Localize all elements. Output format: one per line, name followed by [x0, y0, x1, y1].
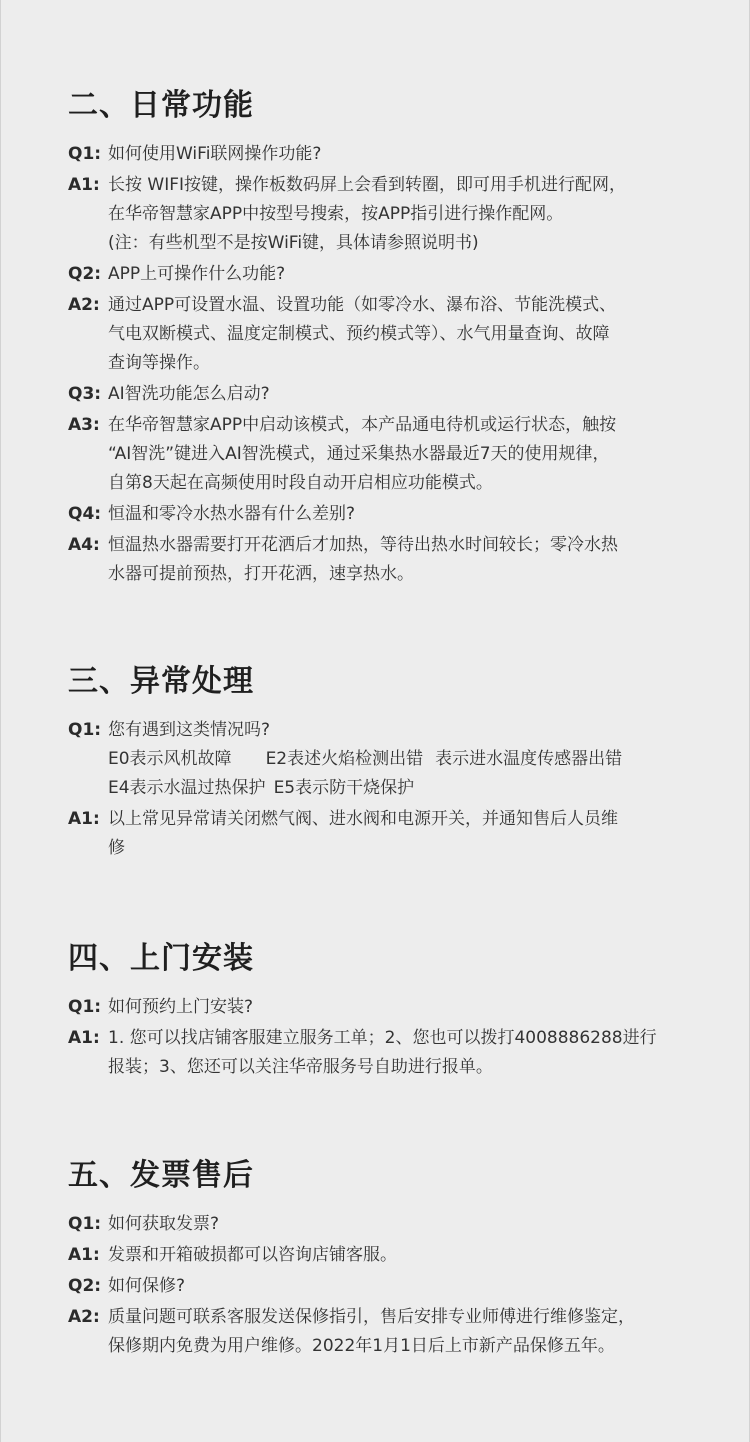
answer-line: 自第8天起在高频使用时段自动开启相应功能模式。	[108, 473, 493, 493]
answer-tag: A1:	[68, 175, 100, 195]
answer-line: 通过APP可设置水温、设置功能（如零冷水、瀑布浴、节能洗模式、	[108, 295, 617, 315]
answer-tag: A2:	[68, 295, 100, 315]
section-title: 四、上门安装	[68, 941, 254, 976]
answer-line: 报装；3、您还可以关注华帝服务号自助进行报单。	[108, 1057, 493, 1077]
question-tag: Q1:	[68, 997, 102, 1017]
section-troubleshooting	[68, 664, 708, 865]
question-text: APP上可操作什么功能?	[108, 264, 286, 284]
qa-q2	[68, 260, 708, 289]
section-daily-functions	[68, 88, 708, 591]
answer-line: 查询等操作。	[108, 353, 210, 373]
qa-a2	[68, 1303, 708, 1361]
section-installation	[68, 941, 708, 1084]
qa-a1	[68, 1241, 708, 1270]
error-code-e0: E0表示风机故障	[108, 749, 232, 769]
qa-q1	[68, 140, 708, 169]
error-codes-row-1	[108, 745, 708, 774]
answer-line: 在华帝智慧家APP中启动该模式，本产品通电待机或运行状态，触按	[108, 415, 617, 435]
question-tag: Q3:	[68, 384, 102, 404]
error-code-e4: E4表示水温过热保护	[108, 778, 266, 798]
qa-q1	[68, 716, 708, 803]
answer-line: 气电双断模式、温度定制模式、预约模式等）、水气用量查询、故障	[108, 324, 610, 344]
answer-line: 以上常见异常请关闭燃气阀、进水阀和电源开关，并通知售后人员维	[108, 809, 618, 829]
qa-a1	[68, 805, 708, 863]
answer-line: 长按 WIFI按键，操作板数码屏上会看到转圈，即可用手机进行配网，	[108, 175, 627, 195]
answer-tag: A1:	[68, 809, 100, 829]
answer-line: 1. 您可以找店铺客服建立服务工单；2、您也可以拨打4008886288进行	[108, 1028, 657, 1048]
error-codes-row-2	[108, 774, 708, 803]
question-text: 如何获取发票?	[108, 1214, 220, 1234]
answer-line: (注：有些机型不是按WiFi键，具体请参照说明书)	[108, 233, 479, 253]
question-tag: Q2:	[68, 264, 102, 284]
qa-a4	[68, 531, 708, 589]
question-text: AI智洗功能怎么启动?	[108, 384, 270, 404]
question-tag: Q1:	[68, 1214, 102, 1234]
question-text: 如何使用WiFi联网操作功能?	[108, 144, 322, 164]
qa-a1	[68, 1024, 708, 1082]
question-text: 如何预约上门安装?	[108, 997, 254, 1017]
qa-q3	[68, 380, 708, 409]
answer-tag: A2:	[68, 1307, 100, 1327]
section-invoice-after-sales	[68, 1158, 708, 1363]
question-text: 您有遇到这类情况吗?	[108, 720, 271, 740]
section-title: 三、异常处理	[68, 664, 254, 699]
answer-line: 水器可提前预热，打开花洒，速享热水。	[108, 564, 414, 584]
answer-tag: A1:	[68, 1245, 100, 1265]
question-tag: Q4:	[68, 504, 102, 524]
error-code-e5: E5表示防干烧保护	[273, 778, 415, 798]
error-code-e2: E2表述火焰检测出错	[265, 749, 424, 769]
qa-q1	[68, 993, 708, 1022]
qa-q2	[68, 1272, 708, 1301]
left-border	[0, 0, 1, 1442]
qa-q4	[68, 500, 708, 529]
question-text: 如何保修?	[108, 1276, 186, 1296]
qa-q1	[68, 1210, 708, 1239]
question-text: 恒温和零冷水热水器有什么差别?	[108, 504, 356, 524]
section-title: 五、发票售后	[68, 1158, 254, 1193]
answer-tag: A3:	[68, 415, 100, 435]
answer-line: 发票和开箱破损都可以咨询店铺客服。	[108, 1245, 397, 1265]
answer-tag: A4:	[68, 535, 100, 555]
answer-line: 质量问题可联系客服发送保修指引，售后安排专业师傅进行维修鉴定，	[108, 1307, 635, 1327]
answer-line: 在华帝智慧家APP中按型号搜索，按APP指引进行操作配网。	[108, 204, 564, 224]
question-tag: Q2:	[68, 1276, 102, 1296]
qa-a3	[68, 411, 708, 498]
error-code-e3: 表示进水温度传感器出错	[435, 749, 623, 769]
answer-line: “AI智洗”键进入AI智洗模式，通过采集热水器最近7天的使用规律，	[108, 444, 610, 464]
question-tag: Q1:	[68, 720, 102, 740]
answer-line: 恒温热水器需要打开花洒后才加热，等待出热水时间较长；零冷水热	[108, 535, 618, 555]
answer-line: 修	[108, 838, 125, 858]
answer-line: 保修期内免费为用户维修。2022年1月1日后上市新产品保修五年。	[108, 1336, 615, 1356]
question-tag: Q1:	[68, 144, 102, 164]
section-title: 二、日常功能	[68, 88, 254, 123]
qa-a1	[68, 171, 708, 258]
answer-tag: A1:	[68, 1028, 100, 1048]
qa-a2	[68, 291, 708, 378]
